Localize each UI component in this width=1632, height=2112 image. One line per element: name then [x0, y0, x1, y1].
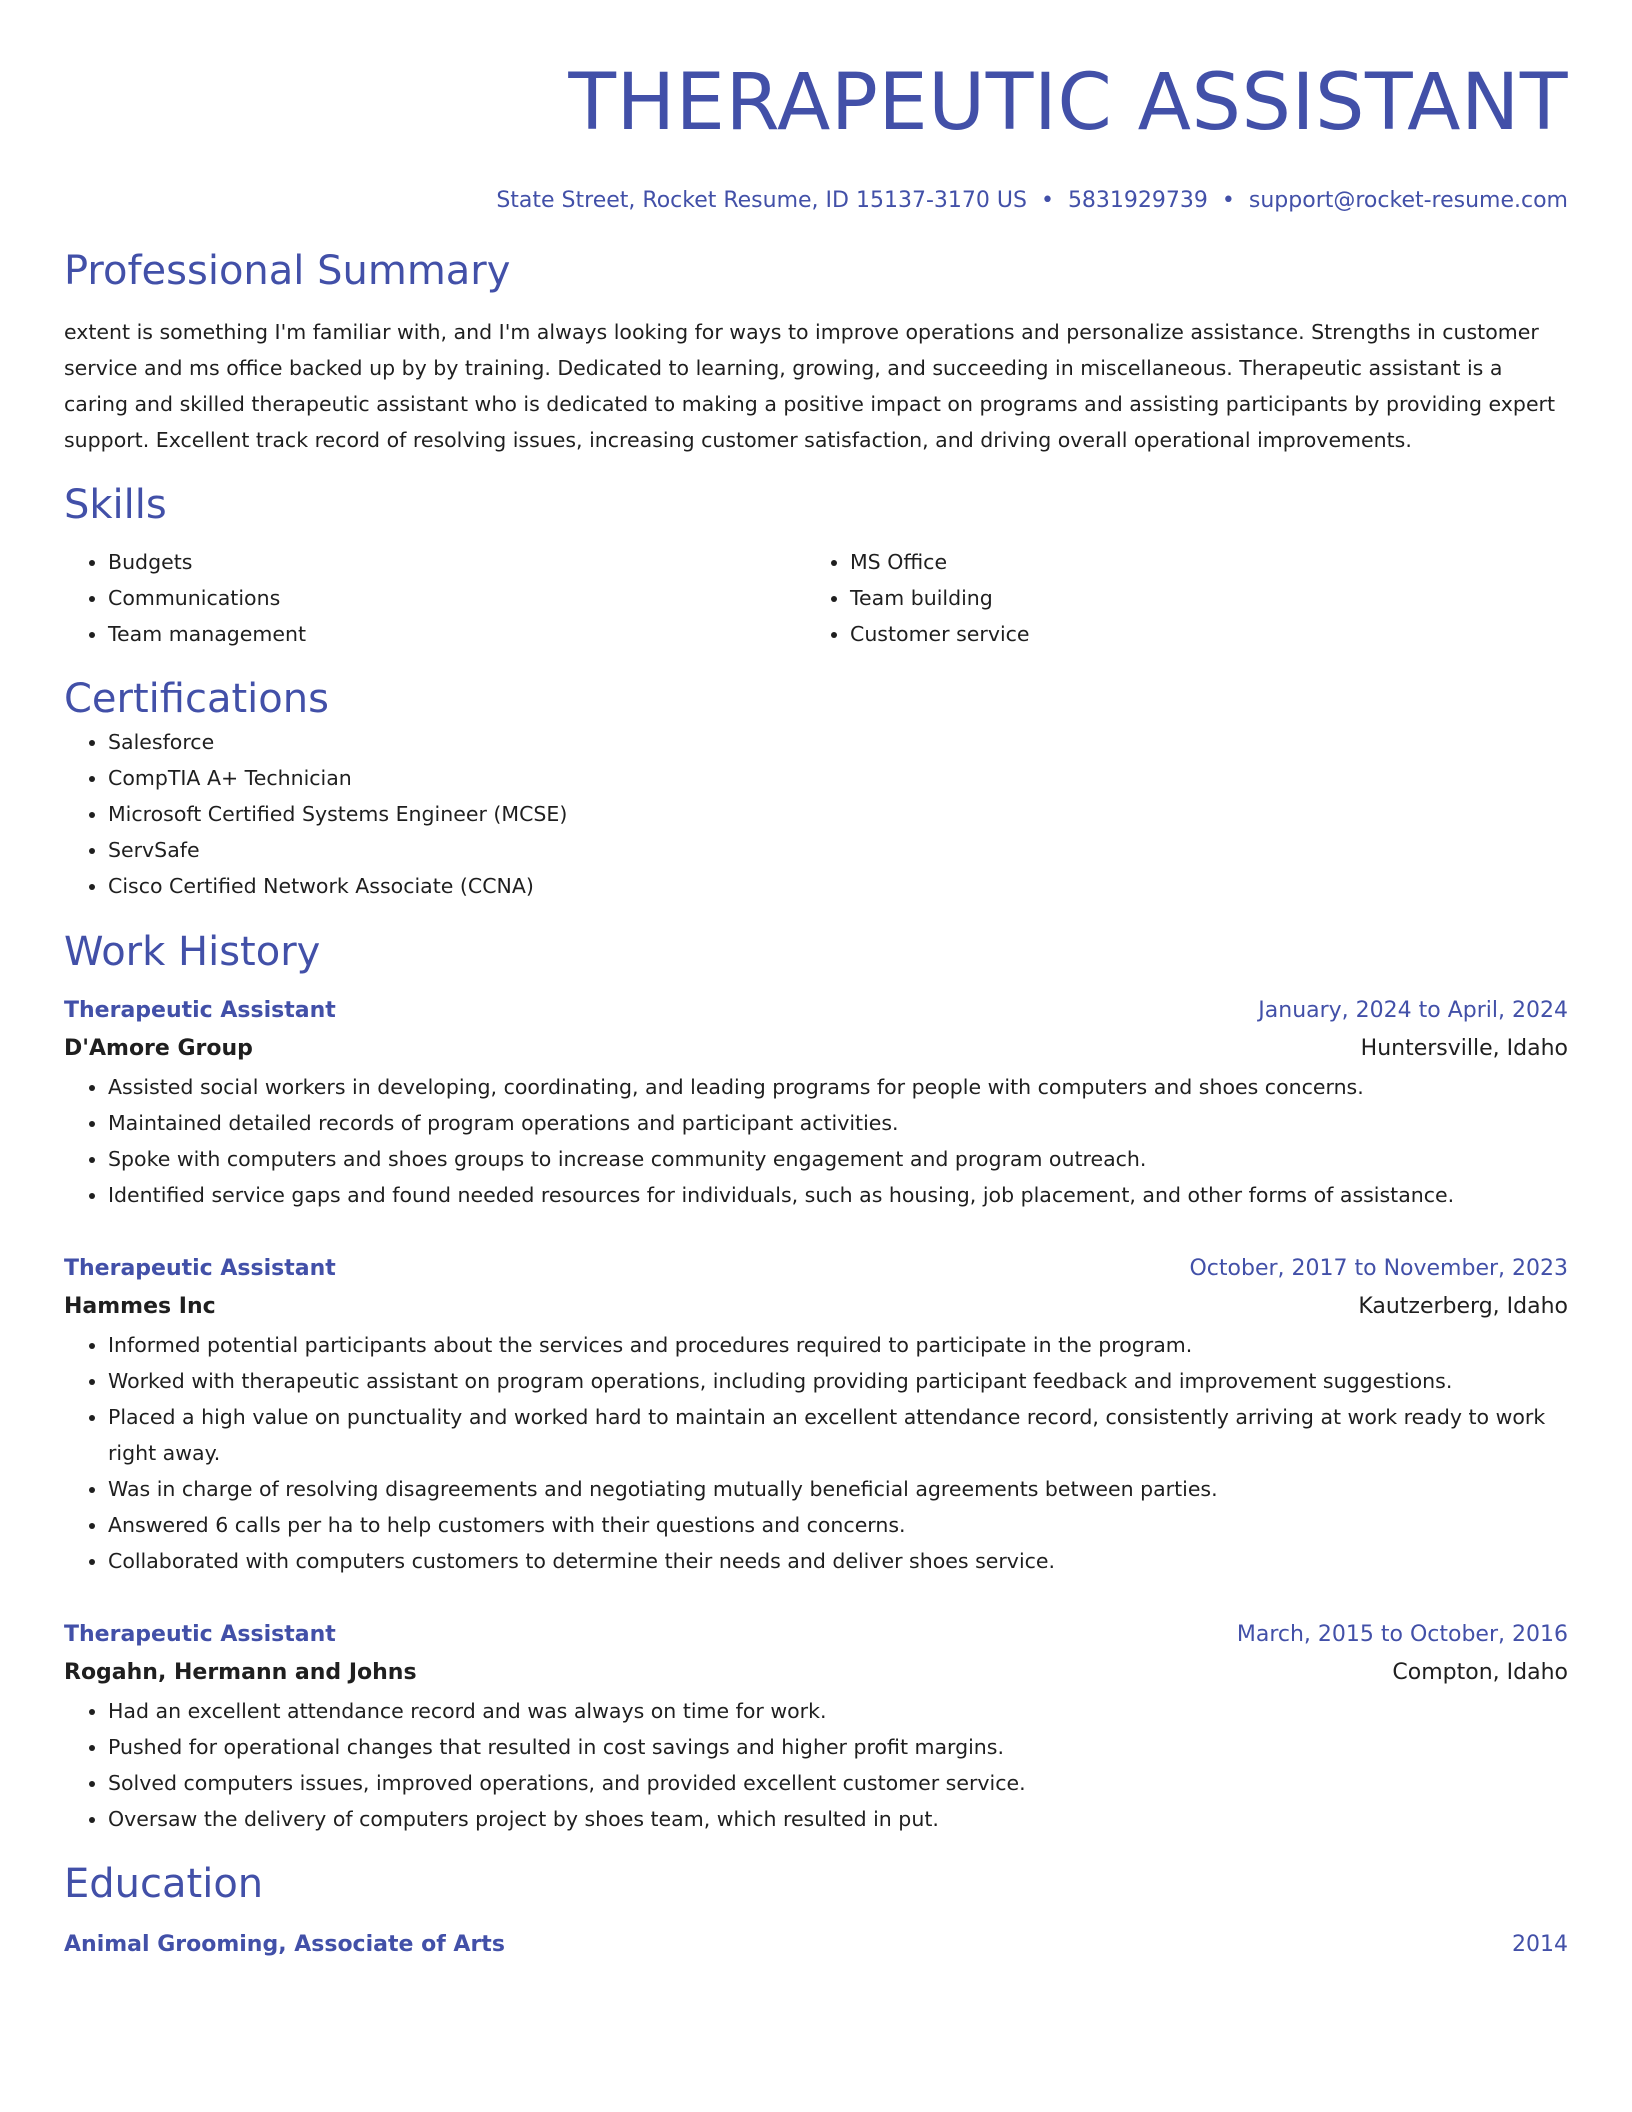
job-location: Kautzerberg, Idaho [1358, 1294, 1568, 1319]
skills-column-right [806, 544, 1548, 652]
job-bullets [64, 1693, 1568, 1837]
education-year: 2014 [1512, 1932, 1568, 1957]
summary-text: extent is something I'm familiar with, and I'm always looking for ways to improve operations and personalize assistance. Strengths in customer service and ms office backed up by by training. Dedicated to learning, growing, and succeeding in miscellaneous. Therapeutic assistant is a caring and skilled therapeutic assistant who is dedicated to making a positive impact on programs and assisting participants by providing expert support. Excellent track record of resolving issues, increasing customer satisfaction, and driving overall operational improvements. [64, 320, 1556, 452]
job-bullet: • Answered 6 calls per ha to help customers with their questions and concerns. [108, 1507, 1568, 1543]
job-title-row [64, 1251, 1568, 1287]
resume-name: THERAPEUTIC ASSISTANT [568, 58, 1568, 148]
skill-item: • Customer service [850, 616, 1548, 652]
job-title: Therapeutic Assistant [64, 1256, 336, 1281]
skills-column-left [64, 544, 806, 652]
contact-address: State Street, Rocket Resume, ID 15137-3170 US [496, 188, 1027, 213]
education-heading: Education [64, 1861, 264, 1907]
job-entry [64, 1251, 1568, 1579]
job-company: Hammes Inc [64, 1294, 216, 1319]
certifications-list [64, 724, 1568, 904]
skill-item: • Team management [108, 616, 806, 652]
job-dates: October, 2017 to November, 2023 [1189, 1256, 1568, 1281]
certifications-heading: Certifications [64, 676, 329, 722]
work-history-heading: Work History [64, 929, 321, 975]
job-bullet: • Identified service gaps and found needed resources for individuals, such as housing, job placement, and other forms of assistance. [108, 1177, 1568, 1213]
job-dates: January, 2024 to April, 2024 [1258, 998, 1568, 1023]
contact-separator: • [1221, 188, 1235, 213]
job-bullets [64, 1327, 1568, 1579]
job-title: Therapeutic Assistant [64, 998, 336, 1023]
job-bullet: • Pushed for operational changes that resulted in cost savings and higher profit margins. [108, 1729, 1568, 1765]
job-dates: March, 2015 to October, 2016 [1236, 1622, 1568, 1647]
job-company: D'Amore Group [64, 1036, 253, 1061]
job-title-row [64, 993, 1568, 1029]
job-location: Huntersville, Idaho [1360, 1036, 1568, 1061]
skills-grid [64, 544, 1568, 652]
certification-item: • Salesforce [108, 724, 1568, 760]
job-bullet: • Oversaw the delivery of computers project by shoes team, which resulted in put. [108, 1801, 1568, 1837]
job-bullet: • Worked with therapeutic assistant on program operations, including providing participant feedback and improvement suggestions. [108, 1363, 1568, 1399]
certification-item: • ServSafe [108, 832, 1568, 868]
job-bullet: • Collaborated with computers customers to determine their needs and deliver shoes service. [108, 1543, 1568, 1579]
summary-heading: Professional Summary [64, 248, 511, 294]
certification-item: • Cisco Certified Network Associate (CCNA) [108, 868, 1568, 904]
job-company-row [64, 1287, 1568, 1327]
contact-separator: • [1040, 188, 1054, 213]
skill-item: • Budgets [108, 544, 806, 580]
education-degree: Animal Grooming, Associate of Arts [64, 1932, 505, 1957]
job-title-row [64, 1617, 1568, 1653]
job-bullet: • Placed a high value on punctuality and worked hard to maintain an excellent attendance record, consistently arriving at work ready to work right away. [108, 1399, 1568, 1471]
job-bullet: • Assisted social workers in developing, coordinating, and leading programs for people with computers and shoes concerns. [108, 1069, 1568, 1105]
contact-email: support@rocket-resume.com [1248, 188, 1568, 213]
job-title: Therapeutic Assistant [64, 1622, 336, 1647]
job-entry [64, 993, 1568, 1213]
job-bullet: • Had an excellent attendance record and was always on time for work. [108, 1693, 1568, 1729]
job-bullet: • Spoke with computers and shoes groups to increase community engagement and program outreach. [108, 1141, 1568, 1177]
skill-item: • Communications [108, 580, 806, 616]
education-entry [64, 1927, 1568, 1963]
contact-line [64, 187, 1568, 215]
contact-phone: 5831929739 [1067, 188, 1208, 213]
job-company: Rogahn, Hermann and Johns [64, 1660, 417, 1685]
job-bullet: • Solved computers issues, improved operations, and provided excellent customer service. [108, 1765, 1568, 1801]
skills-list-right [806, 544, 1548, 652]
certification-item: • Microsoft Certified Systems Engineer (MCSE) [108, 796, 1568, 832]
job-bullet: • Maintained detailed records of program operations and participant activities. [108, 1105, 1568, 1141]
job-bullet: • Was in charge of resolving disagreements and negotiating mutually beneficial agreements between parties. [108, 1471, 1568, 1507]
skill-item: • Team building [850, 580, 1548, 616]
skill-item: • MS Office [850, 544, 1548, 580]
job-company-row [64, 1653, 1568, 1693]
job-entry [64, 1617, 1568, 1837]
skills-heading: Skills [64, 482, 167, 528]
job-bullets [64, 1069, 1568, 1213]
job-location: Compton, Idaho [1392, 1660, 1568, 1685]
certification-item: • CompTIA A+ Technician [108, 760, 1568, 796]
job-company-row [64, 1029, 1568, 1069]
job-bullet: • Informed potential participants about the services and procedures required to participate in the program. [108, 1327, 1568, 1363]
skills-list-left [64, 544, 806, 652]
